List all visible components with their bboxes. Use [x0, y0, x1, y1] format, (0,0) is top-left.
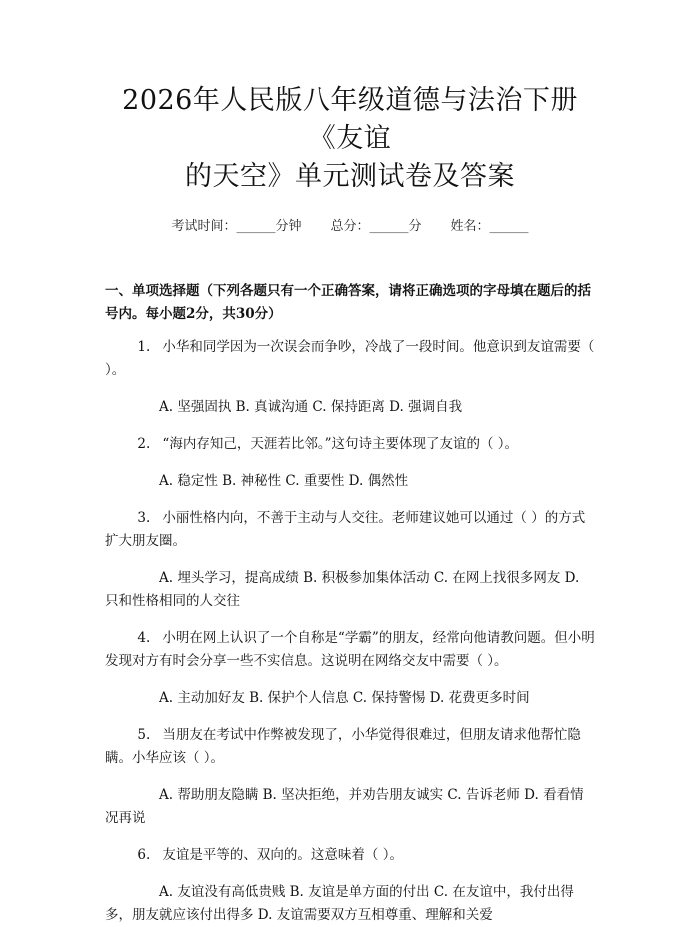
question-number: 4.	[137, 630, 151, 646]
section-heading: 一、单项选择题（下列各题只有一个正确答案，请将正确选项的字母填在题后的括号内。每小题2分，共30分）	[105, 283, 591, 322]
question-stem	[105, 433, 595, 456]
question-text: 小明在网上认识了一个自称是“学霸”的朋友，经常向他请教问题。但小明发现对方有时会分享一些不实信息。这说明在网络交友中需要（ ）。	[105, 630, 595, 669]
question-options: A. 友谊没有高低贵贱 B. 友谊是单方面的付出 C. 在友谊中，我付出得多，朋友就应该付出得多 D. 友谊需要双方互相尊重、理解和关爱	[105, 884, 574, 923]
question-options: A. 埋头学习，提高成绩 B. 积极参加集体活动 C. 在网上找很多网友 D. 只和性格相同的人交往	[105, 570, 580, 609]
total-score-label: 总分：______分	[330, 219, 422, 234]
question-text: 小华和同学因为一次误会而争吵，冷战了一段时间。他意识到友谊需要（ ）。	[105, 339, 595, 378]
title-line-2: 的天空》单元测试卷及答案	[185, 161, 515, 192]
title-line-1: 2026年人民版八年级道德与法治下册《友谊	[122, 85, 578, 154]
document-title	[105, 0, 595, 196]
question-number: 3.	[137, 510, 151, 526]
question-text: 友谊是平等的、双向的。这意味着（ ）。	[162, 847, 403, 863]
question-options: A. 稳定性 B. 神秘性 C. 重要性 D. 偶然性	[159, 473, 409, 489]
question-stem	[105, 724, 595, 770]
question-text: 当朋友在考试中作弊被发现了，小华觉得很难过，但朋友请求他帮忙隐瞒。小华应该（ ）。	[105, 727, 581, 766]
question-options: A. 帮助朋友隐瞒 B. 坚决拒绝，并劝告朋友诚实 C. 告诉老师 D. 看看情况再说	[105, 787, 584, 826]
question-options: A. 坚强固执 B. 真诚沟通 C. 保持距离 D. 强调自我	[159, 399, 463, 415]
question-text: 小丽性格内向，不善于主动与人交往。老师建议她可以通过（ ）的方式扩大朋友圈。	[105, 510, 586, 549]
question-stem	[105, 336, 595, 382]
question-stem	[105, 627, 595, 673]
question-number: 2.	[137, 436, 151, 452]
question-options: A. 主动加好友 B. 保护个人信息 C. 保持警惕 D. 花费更多时间	[159, 690, 530, 706]
question-stem	[105, 507, 595, 553]
question-number: 1.	[137, 339, 151, 355]
question-number: 6.	[137, 847, 151, 863]
question-stem	[105, 844, 595, 867]
question-text: “海内存知己，天涯若比邻。”这句诗主要体现了友谊的（ ）。	[162, 436, 519, 452]
exam-time-label: 考试时间：______分钟	[171, 219, 302, 234]
exam-meta	[105, 218, 595, 236]
question-number: 5.	[137, 727, 151, 743]
student-name-label: 姓名：______	[450, 219, 529, 234]
